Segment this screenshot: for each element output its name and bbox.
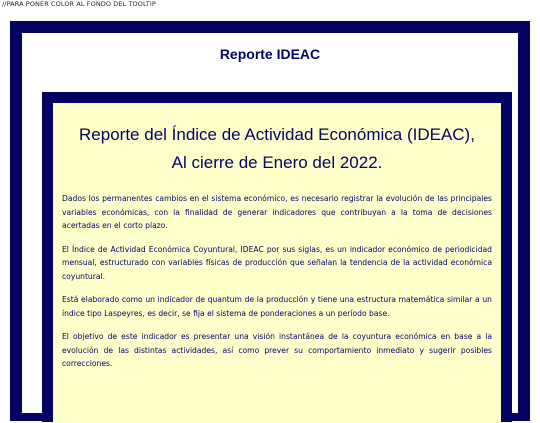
report-title-line2: Al cierre de Enero del 2022. <box>171 153 383 172</box>
code-comment-text: //PARA PONER COLOR AL FONDO DEL TOOLTIP <box>2 0 156 8</box>
report-frame <box>42 92 512 422</box>
header-panel <box>22 33 518 413</box>
report-paragraph: Está elaborado como un indicador de quantum de la producción y tiene una estructura matemática similar a un índice tipo Laspeyres, es decir, se fija el sistema de ponderaciones a un período base. <box>62 295 492 318</box>
outer-frame <box>10 21 530 421</box>
report-title <box>53 122 501 176</box>
report-title-line1: Reporte del Índice de Actividad Económica (IDEAC), <box>79 125 475 144</box>
report-paragraph: El objetivo de este indicador es presentar una visión instantánea de la coyuntura económica en base a la evolución de las distintas actividades, así como prever su comportamiento inmediato y sugerir posibles correcciones. <box>62 332 492 368</box>
report-content <box>53 103 501 423</box>
report-paragraph: El Índice de Actividad Económica Coyuntural, IDEAC por sus siglas, es un indicador económico de periodicidad mensual, estructurado con variables físicas de producción que señalan la tendencia de la actividad económica coyuntural. <box>62 244 492 281</box>
report-paragraph: Dados los permanentes cambios en el sistema económico, es necesario registrar la evolución de las principales variables económicas, con la finalidad de generar indicadores que contribuyan a la toma de decisiones acertadas en el corto plazo. <box>62 194 492 230</box>
page-title: Reporte IDEAC <box>219 46 321 62</box>
